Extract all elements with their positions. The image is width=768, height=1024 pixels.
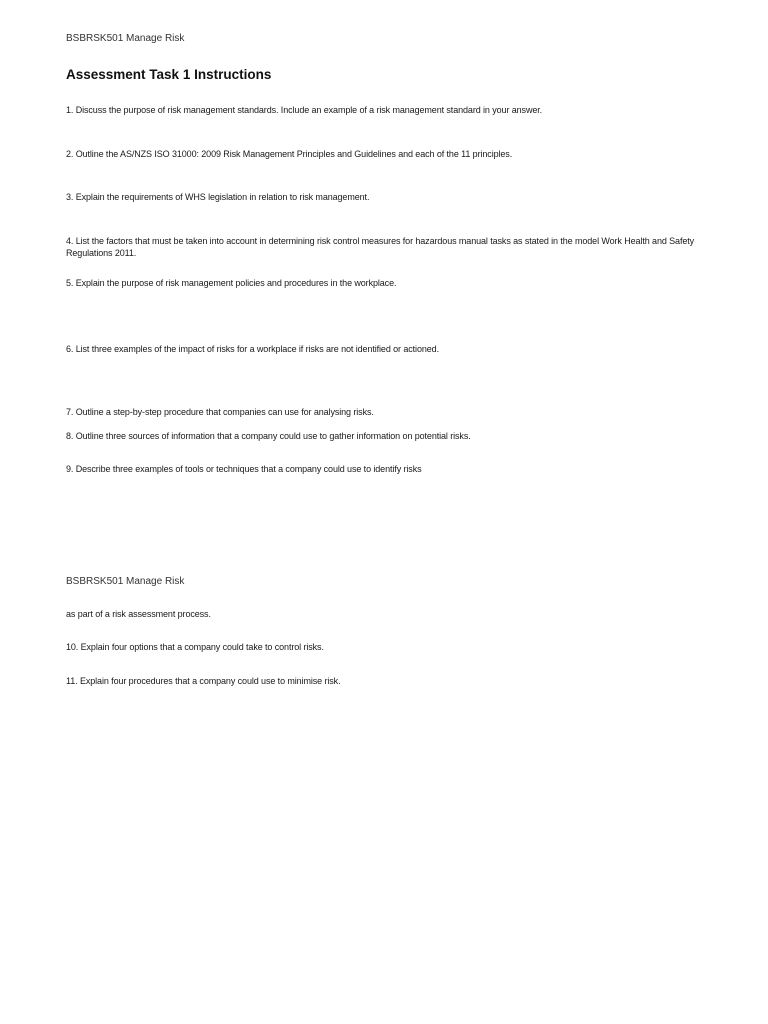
question-8: 8. Outline three sources of information that a company could use to gather information on potential risks. bbox=[66, 431, 471, 441]
question-3: 3. Explain the requirements of WHS legislation in relation to risk management. bbox=[66, 192, 370, 202]
question-10: 10. Explain four options that a company could take to control risks. bbox=[66, 642, 324, 652]
running-header-page-2: BSBRSK501 Manage Risk bbox=[66, 576, 185, 587]
question-9-continuation: as part of a risk assessment process. bbox=[66, 609, 211, 619]
question-4: 4. List the factors that must be taken into account in determining risk control measures for hazardous manual tasks as stated in the model Work Health and Safety Regulations 2011. bbox=[66, 236, 695, 258]
question-5: 5. Explain the purpose of risk management policies and procedures in the workplace. bbox=[66, 278, 397, 288]
question-6: 6. List three examples of the impact of risks for a workplace if risks are not identified or actioned. bbox=[66, 344, 439, 354]
question-2: 2. Outline the AS/NZS ISO 31000: 2009 Risk Management Principles and Guidelines and each of the 11 principles. bbox=[66, 149, 513, 159]
question-11: 11. Explain four procedures that a company could use to minimise risk. bbox=[66, 676, 341, 686]
page-title: Assessment Task 1 Instructions bbox=[66, 67, 272, 82]
question-9: 9. Describe three examples of tools or techniques that a company could use to identify risks bbox=[66, 464, 422, 474]
question-1: 1. Discuss the purpose of risk management standards. Include an example of a risk management standard in your answer. bbox=[66, 105, 543, 115]
question-7: 7. Outline a step-by-step procedure that companies can use for analysing risks. bbox=[66, 407, 374, 417]
running-header: BSBRSK501 Manage Risk bbox=[66, 33, 185, 44]
